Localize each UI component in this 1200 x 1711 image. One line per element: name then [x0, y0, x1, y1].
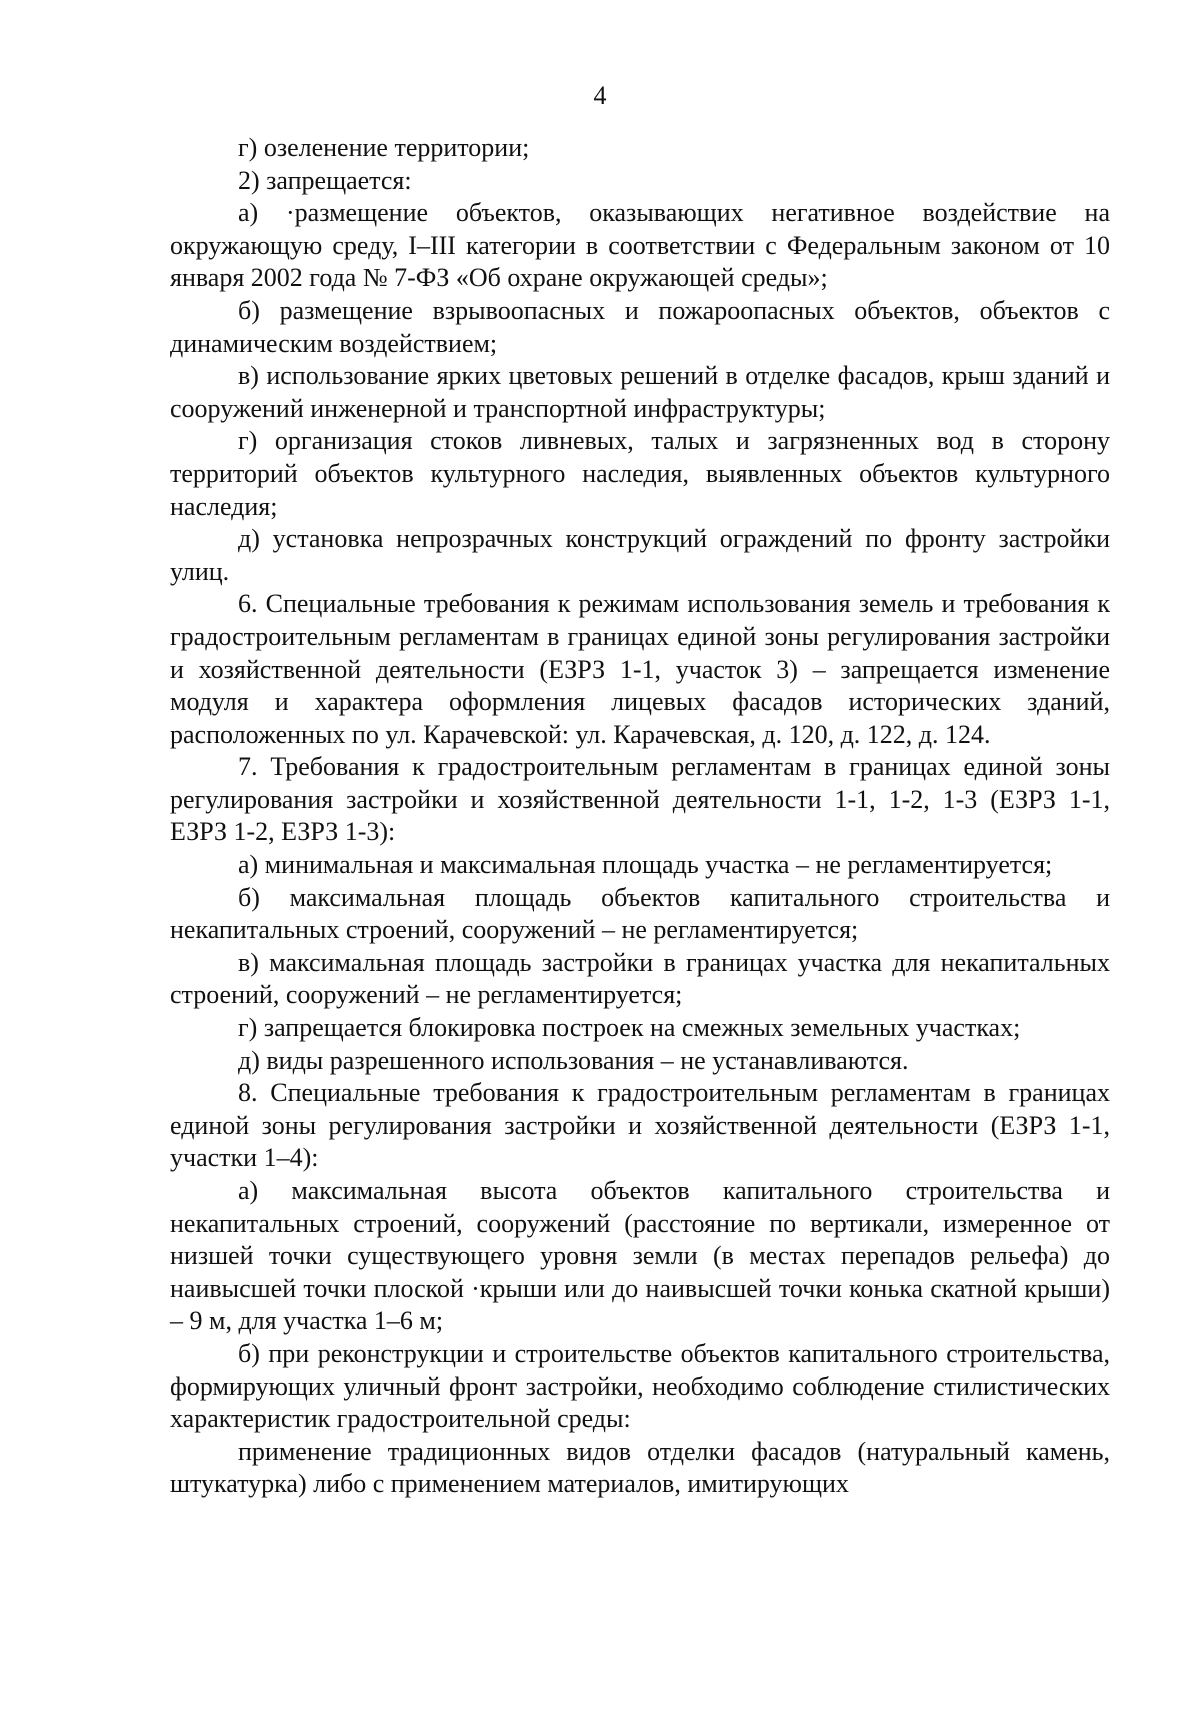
paragraph: б) максимальная площадь объектов капитального строительства и некапитальных строений, сооружений – не регламентируется; — [170, 882, 1110, 945]
paragraph: в) использование ярких цветовых решений в отделке фасадов, крыш зданий и сооружений инженерной и транспортной инфраструктуры; — [170, 361, 1110, 423]
paragraph: б) размещение взрывоопасных и пожароопасных объектов, объектов с динамическим воздействием; — [170, 295, 1110, 358]
document-body — [170, 132, 1110, 1501]
paragraph: 6. Специальные требования к режимам использования земель и требования к градостроительным регламентам в границах единой зоны регулирования застройки и хозяйственной деятельности (ЕЗРЗ 1-1, участок 3) – запрещается изменение модуля и характера оформления лицевых фасадов исторических зданий, расположенных по ул. Карачевской: ул. Карачевская, д. 120, д. 122, д. 124. — [170, 589, 1110, 749]
paragraph: г) озеленение территории; — [238, 133, 530, 162]
paragraph: д) виды разрешенного использования – не устанавливаются. — [238, 1045, 909, 1075]
paragraph: г) организация стоков ливневых, талых и загрязненных вод в сторону территорий объектов культурного наследия, выявленных объектов культурного наследия; — [170, 426, 1110, 521]
paragraph: применение традиционных видов отделки фасадов (натуральный камень, штукатурка) либо с применением материалов, имитирующих — [170, 1436, 1110, 1499]
page-number: 4 — [593, 81, 607, 110]
paragraph: г) запрещается блокировка построек на смежных земельных участках; — [238, 1013, 1021, 1043]
paragraph: а) минимальная и максимальная площадь участка – не регламентируется; — [238, 850, 1053, 880]
paragraph: а) ·размещение объектов, оказывающих негативное воздействие на окружающую среду, I–III категории в соответствии с Федеральным законом от 10 января 2002 года № 7-ФЗ «Об охране окружающей среды»; — [170, 198, 1110, 293]
paragraph: 7. Требования к градостроительным регламентам в границах единой зоны регулирования застройки и хозяйственной деятельности 1-1, 1-2, 1-3 (ЕЗРЗ 1-1, ЕЗРЗ 1-2, ЕЗРЗ 1-3): — [170, 752, 1110, 847]
paragraph: 8. Специальные требования к градостроительным регламентам в границах единой зоны регулирования застройки и хозяйственной деятельности (ЕЗРЗ 1-1, участки 1–4): — [170, 1078, 1110, 1173]
paragraph: в) максимальная площадь застройки в границах участка для некапитальных строений, сооружений – не регламентируется; — [170, 947, 1110, 1010]
paragraph: а) максимальная высота объектов капитального строительства и некапитальных строений, сооружений (расстояние по вертикали, измеренное от низшей точки существующего уровня земли (в местах перепадов рельефа) до наивысшей точки плоской ·крыши или до наивысшей точки конька скатной крыши) – 9 м, для участка 1–6 м; — [170, 1176, 1110, 1336]
paragraph: д) установка непрозрачных конструкций ограждений по фронту застройки улиц. — [170, 524, 1110, 586]
paragraph: б) при реконструкции и строительстве объектов капитального строительства, формирующих уличный фронт застройки, необходимо соблюдение стилистических характеристик градостроительной среды: — [170, 1338, 1110, 1434]
paragraph: 2) запрещается: — [238, 165, 412, 195]
